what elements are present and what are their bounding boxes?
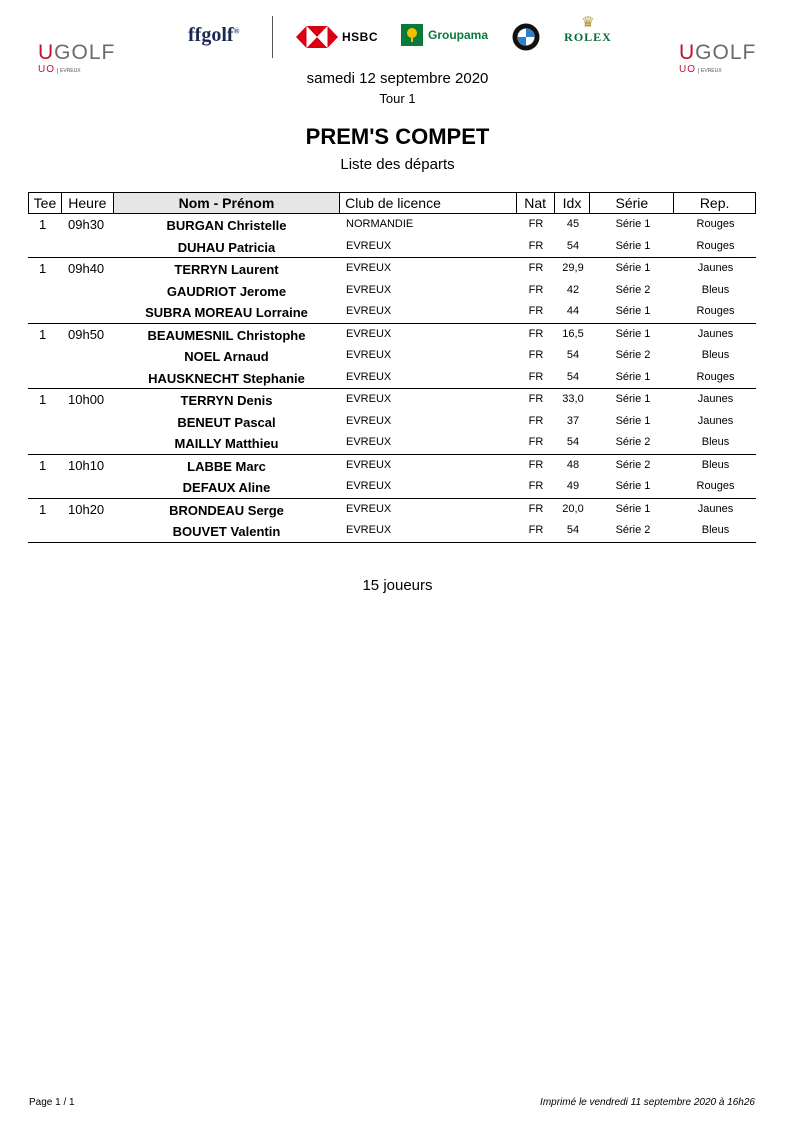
- cell-club: EVREUX: [346, 393, 392, 405]
- cell-tee: [28, 520, 61, 542]
- cell-heure: [61, 280, 113, 302]
- cell-club: EVREUX: [346, 305, 392, 317]
- cell-nat: FR: [528, 370, 544, 383]
- cell-serie: Série 1: [615, 218, 651, 230]
- table-row: [28, 236, 756, 258]
- cell-tee: [28, 345, 61, 367]
- cell-tee: [28, 236, 61, 258]
- cell-nom: BENEUT Pascal: [177, 414, 276, 430]
- cell-tee: 1: [39, 501, 47, 517]
- ffgolf-mark: ®: [233, 26, 240, 36]
- ugolf-sub-mark: UO: [38, 64, 55, 75]
- cell-serie: Série 1: [615, 393, 651, 405]
- cell-tee: [28, 411, 61, 433]
- cell-heure: 10h10: [68, 457, 105, 473]
- cell-serie: Série 2: [615, 458, 651, 471]
- cell-idx: 49: [566, 480, 580, 492]
- tee-time-group: [28, 499, 756, 543]
- cell-nom: SUBRA MOREAU Lorraine: [145, 305, 308, 320]
- cell-nom: MAILLY Matthieu: [174, 436, 279, 451]
- cell-nom: DUHAU Patricia: [177, 239, 276, 255]
- cell-serie: Série 2: [615, 436, 651, 448]
- cell-club: EVREUX: [346, 436, 392, 448]
- header-nat: Nat: [517, 193, 555, 213]
- groupama-tree-icon: [401, 24, 423, 46]
- table-row: [28, 324, 756, 346]
- cell-tee: [28, 367, 61, 389]
- cell-club: EVREUX: [346, 502, 392, 515]
- ugolf-wordmark: [38, 42, 118, 64]
- cell-nat: FR: [528, 218, 544, 230]
- ugolf-sub-text: EVREUX: [57, 68, 81, 74]
- cell-nat: FR: [528, 327, 544, 340]
- ugolf-sub-text: EVREUX: [698, 68, 722, 74]
- cell-nom: BEAUMESNIL Christophe: [147, 327, 306, 343]
- cell-club: EVREUX: [346, 480, 392, 492]
- cell-club: EVREUX: [346, 349, 392, 361]
- hsbc-hexagon-icon: [296, 26, 338, 48]
- bmw-roundel-icon: [512, 23, 540, 51]
- cell-serie: Série 1: [615, 370, 651, 383]
- tee-time-group: [28, 389, 756, 455]
- ugolf-wordmark: [679, 42, 759, 64]
- cell-heure: [61, 367, 113, 389]
- cell-heure: [61, 236, 113, 258]
- start-list-table: [28, 192, 756, 543]
- cell-serie: Série 2: [615, 283, 651, 296]
- player-count: 15 joueurs: [362, 577, 433, 594]
- table-header: [28, 192, 756, 214]
- table-row: [28, 455, 756, 477]
- cell-serie: Série 1: [615, 305, 651, 317]
- cell-idx: 33,0: [562, 393, 584, 405]
- round-label: Tour 1: [379, 91, 416, 106]
- cell-club: EVREUX: [346, 239, 392, 252]
- cell-serie: Série 2: [615, 349, 651, 361]
- ffgolf-text: ffgolf: [188, 24, 234, 46]
- cell-rep: Bleus: [701, 283, 730, 296]
- cell-tee: 1: [39, 457, 47, 473]
- cell-nom: BOUVET Valentin: [172, 524, 281, 539]
- cell-heure: [61, 345, 113, 367]
- cell-nom: NOEL Arnaud: [184, 349, 269, 364]
- cell-heure: [61, 476, 113, 498]
- cell-nat: FR: [528, 436, 544, 448]
- cell-nat: FR: [528, 458, 544, 471]
- cell-serie: Série 1: [615, 262, 651, 274]
- cell-tee: [28, 476, 61, 498]
- page-subtitle: Liste des départs: [340, 156, 455, 173]
- header-nom: Nom - Prénom: [114, 193, 340, 213]
- cell-rep: Jaunes: [697, 502, 734, 515]
- hsbc-text: HSBC: [342, 30, 379, 44]
- cell-rep: Jaunes: [697, 262, 734, 274]
- cell-nom: HAUSKNECHT Stephanie: [148, 370, 305, 386]
- cell-nat: FR: [528, 524, 544, 536]
- cell-heure: 09h30: [68, 217, 105, 232]
- cell-idx: 54: [566, 436, 580, 448]
- cell-club: EVREUX: [346, 327, 392, 340]
- cell-rep: Bleus: [701, 458, 730, 471]
- cell-nom: TERRYN Laurent: [174, 262, 279, 277]
- cell-serie: Série 1: [615, 414, 651, 427]
- cell-idx: 44: [566, 305, 580, 317]
- header-club: Club de licence: [340, 193, 517, 213]
- ugolf-u: U: [38, 41, 55, 64]
- table-row: [28, 345, 756, 367]
- cell-nom: GAUDRIOT Jerome: [166, 283, 287, 299]
- cell-club: EVREUX: [346, 414, 392, 427]
- cell-serie: Série 1: [615, 327, 651, 340]
- ffgolf-logo: [188, 24, 240, 47]
- page-number: Page 1 / 1: [29, 1097, 75, 1108]
- page-title: PREM'S COMPET: [305, 124, 490, 149]
- cell-rep: Jaunes: [697, 327, 734, 340]
- table-row: [28, 432, 756, 454]
- cell-idx: 37: [566, 414, 580, 427]
- cell-heure: [61, 411, 113, 433]
- tee-time-group: [28, 455, 756, 499]
- cell-heure: 09h40: [68, 261, 105, 276]
- cell-tee: [28, 280, 61, 302]
- logo-divider: [272, 16, 273, 58]
- cell-club: EVREUX: [346, 370, 392, 383]
- table-row: [28, 280, 756, 302]
- table-row: [28, 476, 756, 498]
- cell-nat: FR: [528, 502, 544, 515]
- cell-nat: FR: [528, 283, 544, 296]
- cell-rep: Rouges: [696, 239, 735, 252]
- cell-nat: FR: [528, 262, 544, 274]
- table-body: [28, 214, 756, 543]
- print-timestamp: Imprimé le vendredi 11 septembre 2020 à 16h26: [540, 1097, 755, 1108]
- table-row: [28, 520, 756, 542]
- cell-rep: Jaunes: [697, 393, 734, 405]
- cell-rep: Rouges: [696, 480, 735, 492]
- cell-idx: 54: [566, 349, 580, 361]
- cell-nom: DEFAUX Aline: [182, 480, 271, 495]
- tee-time-group: [28, 214, 756, 258]
- ugolf-rest: GOLF: [695, 41, 757, 64]
- cell-rep: Rouges: [696, 218, 735, 230]
- cell-nat: FR: [528, 239, 544, 252]
- cell-rep: Bleus: [701, 349, 730, 361]
- cell-tee: 1: [39, 326, 47, 342]
- header-rep: Rep.: [699, 195, 730, 211]
- table-row: [28, 389, 756, 411]
- cell-heure: [61, 432, 113, 454]
- table-row: [28, 258, 756, 280]
- cell-nat: FR: [528, 393, 544, 405]
- cell-club: NORMANDIE: [346, 218, 414, 230]
- cell-nom: BURGAN Christelle: [166, 218, 287, 233]
- cell-idx: 48: [566, 458, 580, 471]
- cell-rep: Bleus: [701, 436, 730, 448]
- cell-nom: LABBE Marc: [187, 458, 266, 474]
- competition-date: samedi 12 septembre 2020: [306, 70, 489, 87]
- cell-idx: 16,5: [562, 327, 584, 340]
- ugolf-sub-mark: UO: [679, 64, 696, 75]
- cell-tee: 1: [39, 261, 47, 276]
- groupama-logo: [401, 24, 488, 46]
- ugolf-rest: GOLF: [54, 41, 116, 64]
- cell-idx: 54: [566, 239, 580, 252]
- cell-rep: Rouges: [696, 370, 735, 383]
- cell-heure: [61, 520, 113, 542]
- cell-tee: [28, 432, 61, 454]
- rolex-crown-icon: ♛: [581, 14, 595, 31]
- cell-serie: Série 2: [615, 524, 651, 536]
- cell-idx: 54: [566, 370, 580, 383]
- tee-time-group: [28, 258, 756, 324]
- header-tee: Tee: [29, 193, 62, 213]
- table-row: [28, 301, 756, 323]
- cell-nat: FR: [528, 305, 544, 317]
- cell-club: EVREUX: [346, 262, 392, 274]
- groupama-text: Groupama: [428, 28, 489, 42]
- header-heure: Heure: [62, 193, 114, 213]
- cell-club: EVREUX: [346, 458, 392, 471]
- header-idx: Idx: [555, 193, 591, 213]
- cell-tee: [28, 301, 61, 323]
- cell-idx: 45: [566, 218, 580, 230]
- cell-idx: 42: [566, 283, 580, 296]
- cell-nat: FR: [528, 480, 544, 492]
- cell-nat: FR: [528, 349, 544, 361]
- table-row: [28, 411, 756, 433]
- cell-rep: Rouges: [696, 305, 735, 317]
- rolex-text: ROLEX: [564, 30, 612, 44]
- cell-tee: 1: [39, 392, 47, 407]
- rolex-logo: [562, 16, 614, 45]
- table-row: [28, 214, 756, 236]
- ugolf-u: U: [679, 41, 696, 64]
- cell-tee: 1: [39, 217, 47, 232]
- cell-club: EVREUX: [346, 524, 392, 536]
- cell-serie: Série 1: [615, 480, 651, 492]
- cell-serie: Série 1: [615, 239, 651, 252]
- cell-heure: 10h00: [68, 392, 105, 407]
- cell-heure: 10h20: [68, 501, 105, 517]
- cell-nom: BRONDEAU Serge: [169, 502, 284, 518]
- cell-idx: 29,9: [562, 262, 584, 274]
- cell-nat: FR: [528, 414, 544, 427]
- cell-club: EVREUX: [346, 283, 392, 296]
- tee-time-group: [28, 324, 756, 390]
- header-serie: Série: [590, 193, 674, 213]
- cell-serie: Série 1: [615, 502, 651, 515]
- cell-rep: Jaunes: [697, 414, 734, 427]
- table-row: [28, 499, 756, 521]
- cell-heure: 09h50: [68, 326, 105, 342]
- table-row: [28, 367, 756, 389]
- hsbc-logo: [296, 25, 378, 49]
- cell-heure: [61, 301, 113, 323]
- cell-rep: Bleus: [701, 524, 730, 536]
- cell-idx: 54: [566, 524, 580, 536]
- cell-nom: TERRYN Denis: [180, 393, 273, 408]
- cell-idx: 20,0: [562, 502, 584, 515]
